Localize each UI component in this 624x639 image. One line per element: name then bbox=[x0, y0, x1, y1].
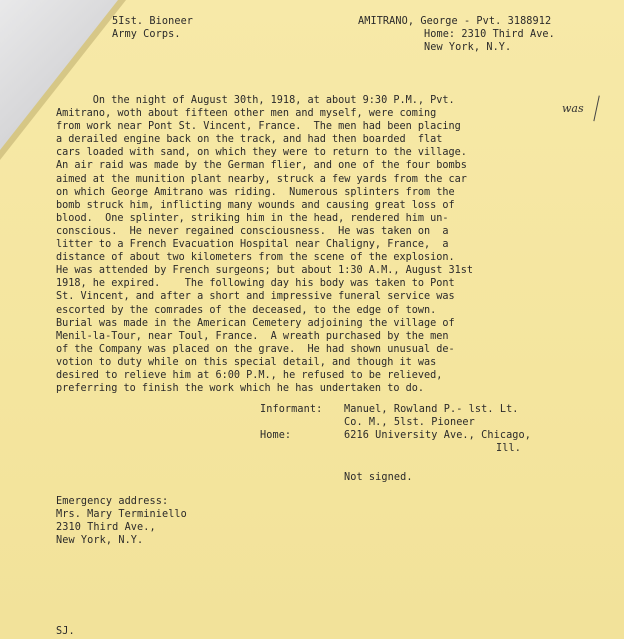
handwritten-correction: was bbox=[562, 102, 584, 115]
unit-line-1: 5Ist. Bioneer bbox=[112, 16, 194, 27]
home-city-line: New York, N.Y. bbox=[424, 42, 512, 53]
emergency-name: Mrs. Mary Terminiello bbox=[56, 509, 187, 520]
informant-unit: Co. M., 5lst. Pioneer bbox=[344, 417, 475, 428]
informant-name: Manuel, Rowland P.- lst. Lt. bbox=[344, 404, 519, 415]
unit-line-2: Army Corps. bbox=[112, 29, 181, 40]
incident-narrative: On the night of August 30th, 1918, at about 9:30 P.M., Pvt. Amitrano, woth about fifteen other men and myself, were coming from work near Pont St. Vincent, France. The men had been placing a derailed engine back on the track, and had then boarded flat cars loaded with sand, on which they were to return to the village. An air raid was made by the German flier, and one of the four bombs aimed at the munition plant nearby, struck a few yards from the car on which George Amitrano was riding. Numerous splinters from the bomb struck him, inflicting many wounds and causing great loss of blood. One splinter, striking him in the head, rendered him un- conscious. He never regained consciousness. He was taken on a litter to a French Evacuation Hospital near Chaligny, France, a distance of about two kilometers from the scene of the explosion. He was attended by French surgeons; but about 1:30 A.M., August 31st 1918, he expired. The following day his body was taken to Pont St. Vincent, and after a short and impressive funeral service was escorted by the comrades of the deceased, to the edge of town. Burial was made in the American Cemetery adjoining the village of Menil-la-Tour, near Toul, France. A wreath purchased by the men of the Company was placed on the grave. He had shown unusual de- votion to duty while on this special detail, and though it was desired to relieve him at 6:00 P.M., he refused to be relieved, preferring to finish the work which he has undertaken to do. bbox=[56, 95, 474, 395]
home-address-line: Home: 2310 Third Ave. bbox=[424, 29, 555, 40]
informant-home-state: Ill. bbox=[496, 443, 521, 454]
emergency-street: 2310 Third Ave., bbox=[56, 522, 156, 533]
emergency-heading: Emergency address: bbox=[56, 496, 169, 507]
informant-home-address: 6216 University Ave., Chicago, bbox=[344, 430, 532, 441]
soldier-name-line: AMITRANO, George - Pvt. 3188912 bbox=[358, 16, 552, 27]
typist-initials: SJ. bbox=[56, 626, 75, 637]
emergency-city: New York, N.Y. bbox=[56, 535, 144, 546]
informant-home-label: Home: bbox=[260, 430, 292, 441]
informant-label: Informant: bbox=[260, 404, 323, 415]
signature-status: Not signed. bbox=[344, 472, 413, 483]
